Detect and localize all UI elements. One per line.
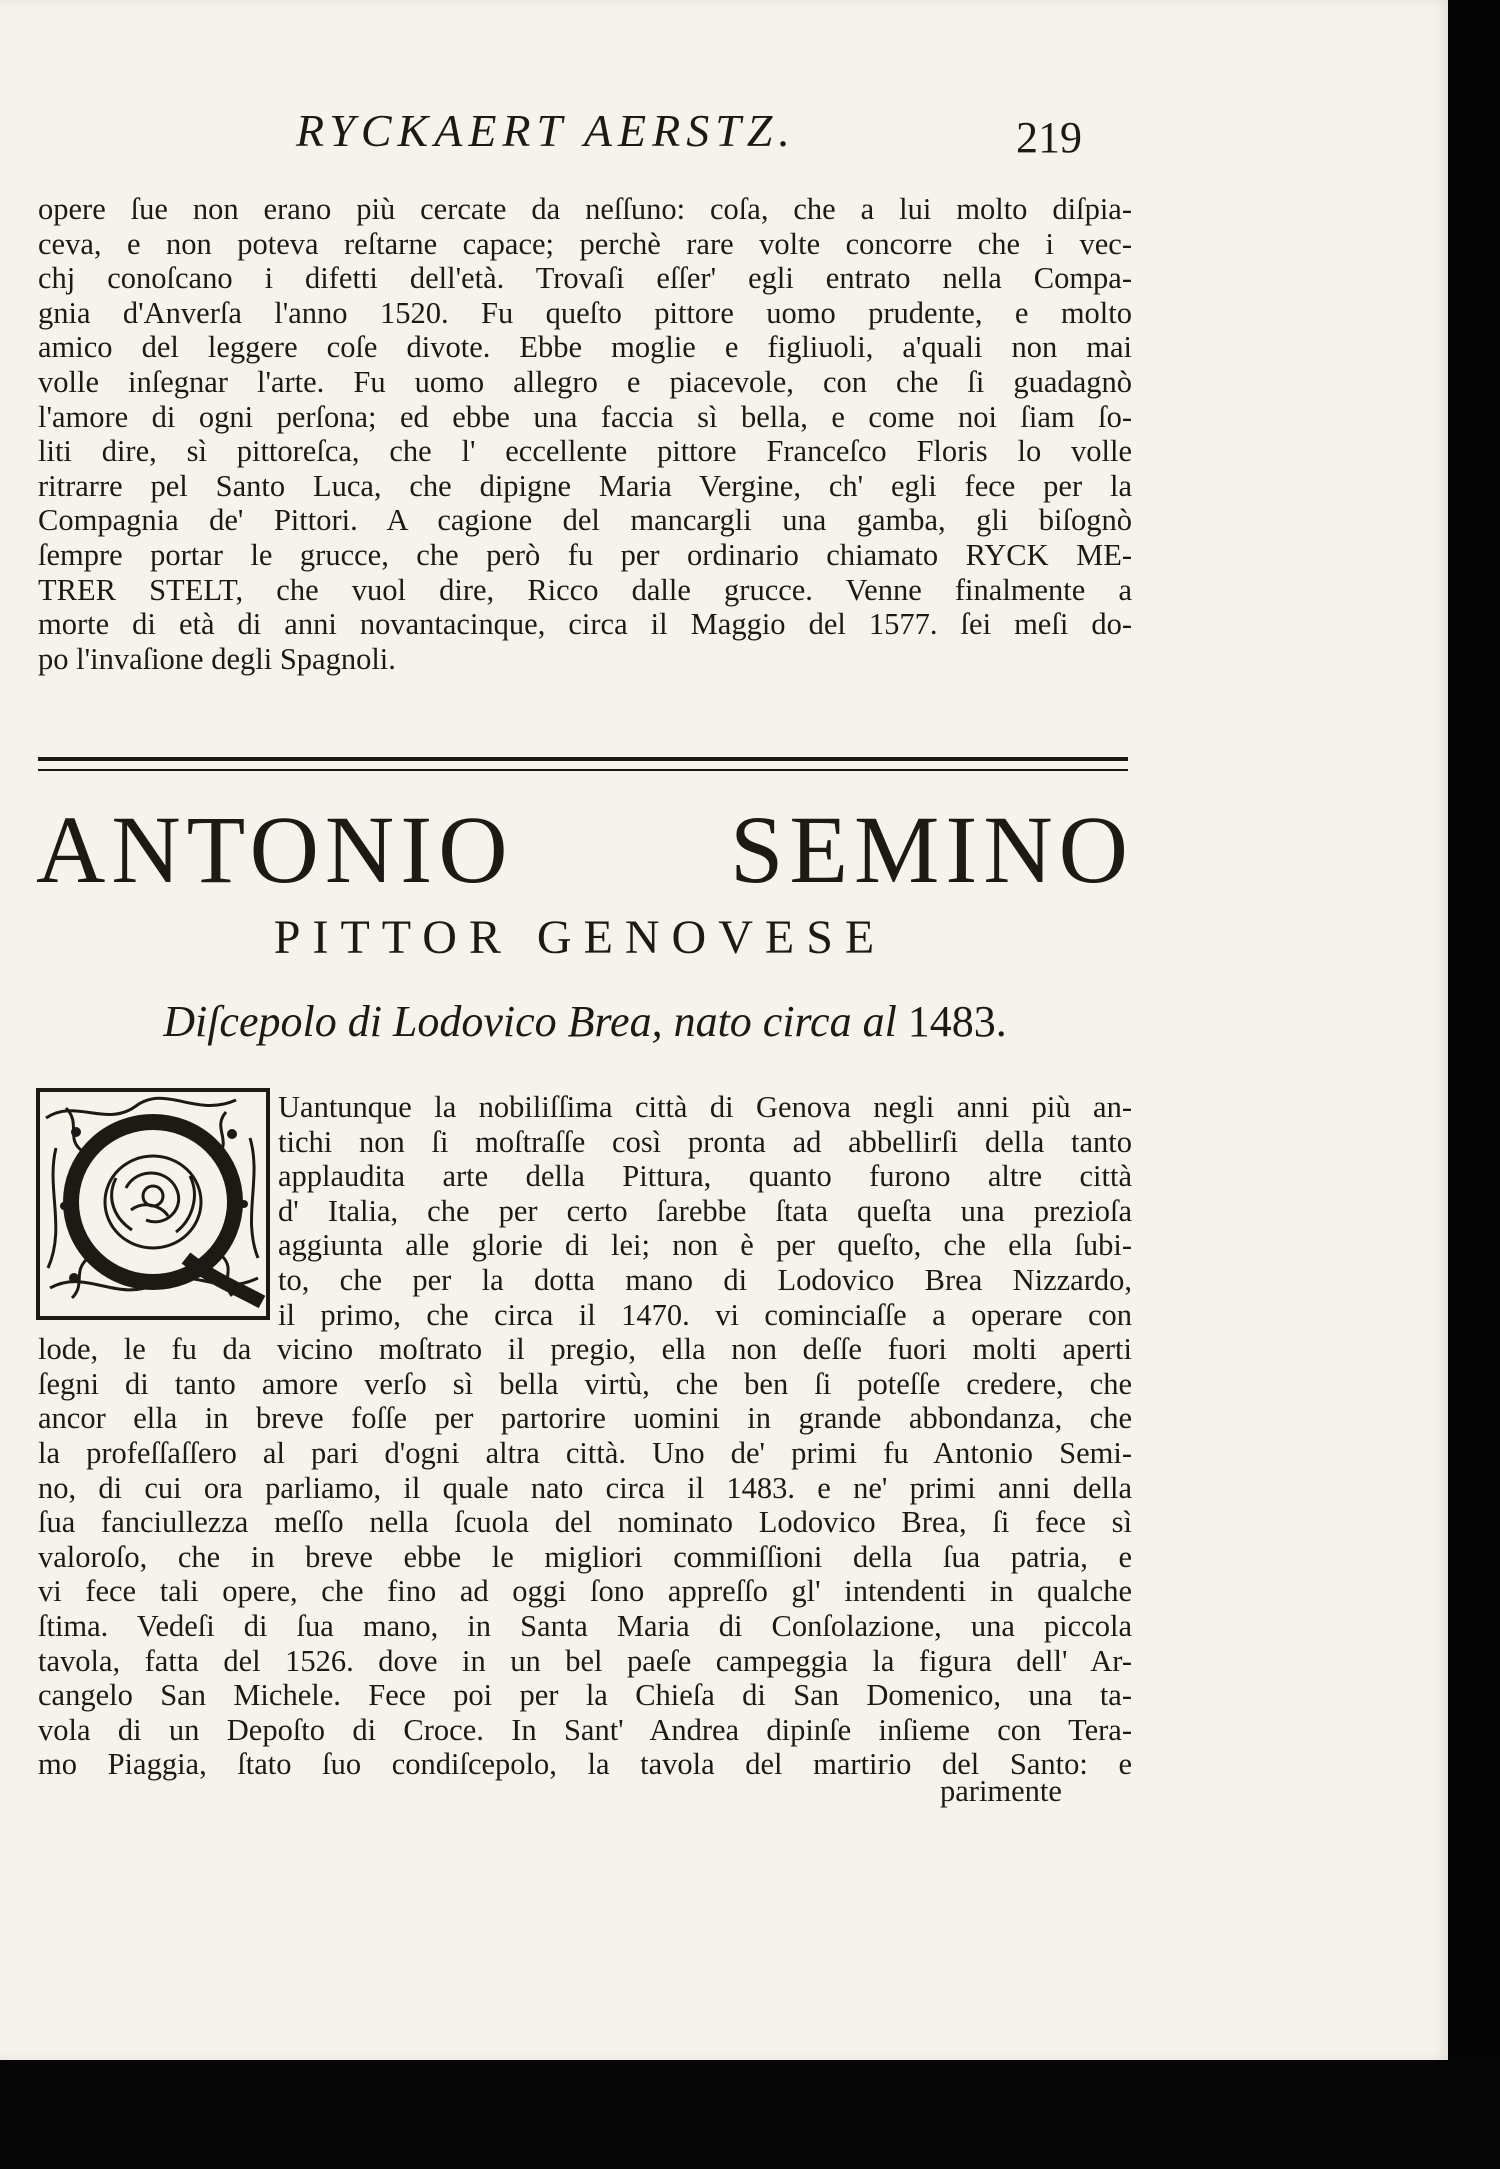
byline-year: 1483. <box>907 997 1007 1046</box>
text-line: Compagnia de' Pittori. A cagione del mancargli una gamba, gli biſognò <box>38 503 1132 538</box>
text-line: TRER STELT, che vuol dire, Ricco dalle grucce. Venne finalmente a <box>38 572 1132 607</box>
continued-paragraph <box>38 192 1132 676</box>
page-number: 219 <box>1016 113 1082 162</box>
chapter-subtitle: PITTOR GENOVESE <box>273 911 887 964</box>
text-line: chj conoſcano i difetti dell'età. Trovaſi eſſer' egli entrato nella Compa- <box>38 261 1132 296</box>
text-line: ſua fanciullezza meſſo nella ſcuola del nominato Lodovico Brea, ſi fece sì <box>38 1505 1132 1540</box>
text-line: ritrarre pel Santo Luca, che dipigne Maria Vergine, ch' egli fece per la <box>38 468 1132 503</box>
section-rule <box>38 757 1128 771</box>
body-paragraph <box>38 1090 1132 1782</box>
text-line: tavola, fatta del 1526. dove in un bel paeſe campeggia la figura dell' Ar- <box>38 1643 1132 1678</box>
chapter-byline <box>150 995 1020 1049</box>
text-line: po l'invaſione degli Spagnoli. <box>38 641 396 676</box>
text-line: amico del leggere coſe divote. Ebbe moglie e figliuoli, a'quali non mai <box>38 330 1132 365</box>
scan-edge-bottom <box>0 2060 1500 2169</box>
text-line: valoroſo, che in breve ebbe le migliori commiſſioni della ſua patria, e <box>38 1539 1132 1574</box>
text-line: Uantunque la nobiliſſima città di Genova negli anni più an- <box>278 1090 1132 1124</box>
text-line: ancor ella in breve foſſe per partorire uomini in grande abbondanza, che <box>38 1401 1132 1436</box>
scan-edge-right <box>1448 0 1500 2169</box>
text-line: ſegni di tanto amore verſo sì bella virtù, che ben ſi poteſſe credere, che <box>38 1366 1132 1401</box>
text-line: cangelo San Michele. Fece poi per la Chieſa di San Domenico, una ta- <box>38 1678 1132 1713</box>
text-line: aggiunta alle glorie di lei; non è per queſto, che ella ſubi- <box>278 1228 1132 1263</box>
text-line: vi fece tali opere, che fino ad oggi ſono appreſſo gl' intendenti in qualche <box>38 1574 1132 1609</box>
text-line: ſtima. Vedeſi di ſua mano, in Santa Maria di Conſolazione, una piccola <box>38 1608 1132 1643</box>
text-line: vola di un Depoſto di Croce. In Sant' Andrea dipinſe inſieme con Tera- <box>38 1712 1132 1747</box>
text-line: mo Piaggia, ſtato ſuo condiſcepolo, la tavola del martirio del Santo: e <box>38 1747 1132 1782</box>
byline-text: Diſcepolo di Lodovico Brea, nato circa al <box>163 997 897 1046</box>
text-line: d' Italia, che per certo ſarebbe ſtata queſta una prezioſa <box>278 1193 1132 1228</box>
text-line: l'amore di ogni perſona; ed ebbe una faccia sì bella, e come noi ſiam ſo- <box>38 399 1132 434</box>
text-line: applaudita arte della Pittura, quanto furono altre città <box>278 1159 1132 1194</box>
text-line: la profeſſaſſero al pari d'ogni altra città. Uno de' primi fu Antonio Semi- <box>38 1435 1132 1470</box>
text-line: opere ſue non erano più cercate da neſſuno: coſa, che a lui molto diſpia- <box>38 192 1132 226</box>
text-line: volle inſegnar l'arte. Fu uomo allegro e piacevole, con che ſi guadagnò <box>38 364 1132 399</box>
text-line: lode, le fu da vicino moſtrato il pregio, ella non deſſe fuori molti aperti <box>38 1332 1132 1367</box>
text-line: ceva, e non poteva reſtarne capace; perchè rare volte concorre che i vec- <box>38 226 1132 261</box>
text-line: tichi non ſi moſtraſſe così pronta ad abbellirſi della tanto <box>278 1124 1132 1159</box>
running-head: RYCKAERT AERSTZ. <box>296 105 796 156</box>
text-line: to, che per la dotta mano di Lodovico Brea Nizzardo, <box>278 1262 1132 1297</box>
text-line: no, di cui ora parliamo, il quale nato circa il 1483. e ne' primi anni della <box>38 1470 1132 1505</box>
catchword: parimente <box>940 1774 1062 1808</box>
chapter-title: ANTONIO SEMINO <box>36 796 1134 903</box>
text-line: morte di età di anni novantacinque, circa il Maggio del 1577. ſei meſi do- <box>38 607 1132 642</box>
text-line: liti dire, sì pittoreſca, che l' eccellente pittore Franceſco Floris lo volle <box>38 434 1132 469</box>
text-line: gnia d'Anverſa l'anno 1520. Fu queſto pittore uomo prudente, e molto <box>38 295 1132 330</box>
text-line: ſempre portar le grucce, che però fu per ordinario chiamato RYCK ME- <box>38 537 1132 572</box>
text-line: il primo, che circa il 1470. vi cominciaſſe a operare con <box>278 1297 1132 1332</box>
